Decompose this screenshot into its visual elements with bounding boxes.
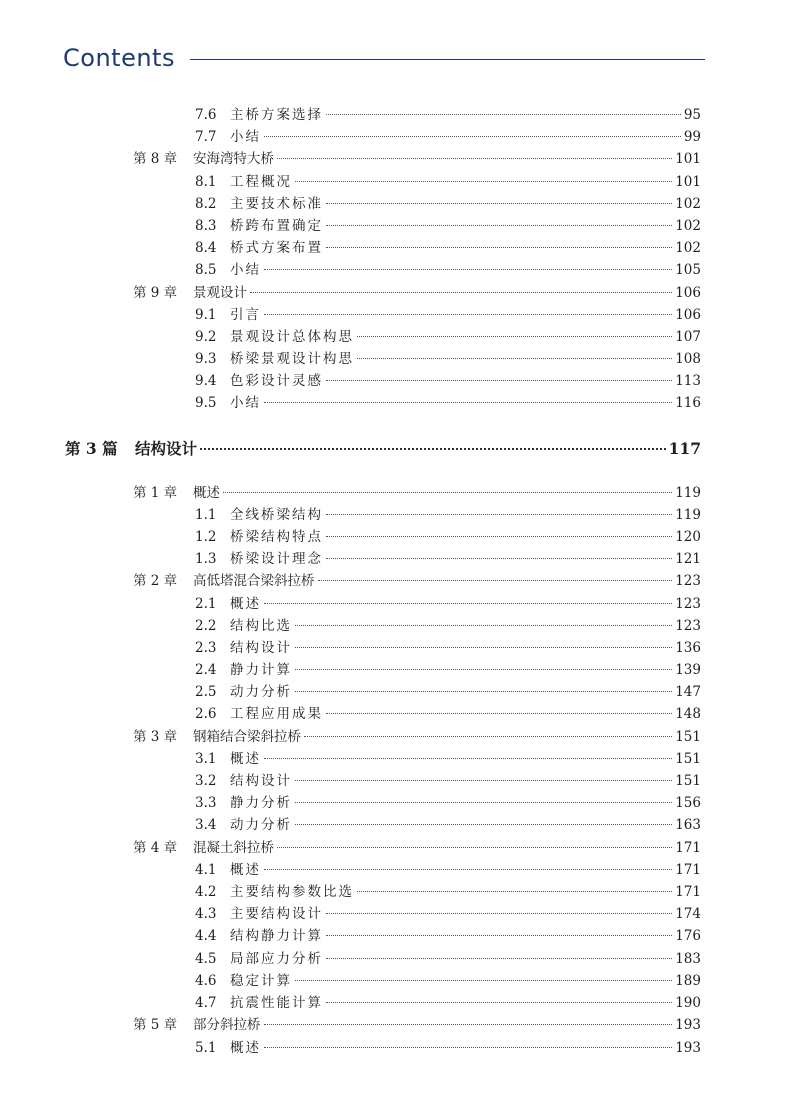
toc-entry-page: 148	[675, 706, 701, 722]
toc-entry-page: 107	[675, 329, 701, 345]
toc-entry-title: 工程应用成果	[230, 706, 323, 722]
toc-section-entry[interactable]	[195, 239, 701, 257]
toc-entry-title: 结构设计	[135, 439, 198, 458]
toc-entry-page: 193	[675, 1040, 701, 1056]
toc-entry-title: 概述	[230, 1040, 261, 1056]
toc-entry-page: 119	[675, 507, 701, 523]
dot-leader	[277, 158, 672, 159]
toc-entry-title: 引言	[230, 307, 261, 323]
toc-section-entry[interactable]	[195, 173, 701, 191]
dot-leader	[304, 736, 672, 737]
dot-leader	[264, 314, 672, 315]
toc-entry-page: 176	[675, 928, 701, 944]
toc-section-entry[interactable]	[195, 195, 701, 213]
toc-entry-title: 桥梁结构特点	[230, 529, 323, 545]
toc-entry-number: 2.6	[195, 706, 217, 722]
dot-leader	[326, 1002, 672, 1003]
toc-entry-title: 局部应力分析	[230, 951, 323, 967]
toc-entry-title: 结构设计	[230, 640, 292, 656]
toc-entry-page: 151	[675, 729, 701, 745]
dot-leader	[264, 603, 672, 604]
toc-section-entry[interactable]	[195, 1039, 701, 1057]
dot-leader	[200, 448, 666, 450]
toc-chapter-entry[interactable]	[133, 484, 701, 502]
toc-entry-number: 8.4	[195, 240, 217, 256]
toc-entry-page: 156	[675, 795, 701, 811]
dot-leader	[264, 869, 672, 870]
toc-section-entry[interactable]	[195, 950, 701, 968]
toc-entry-title: 静力计算	[230, 662, 292, 678]
toc-entry-page: 136	[675, 640, 701, 656]
toc-entry-page: 119	[675, 485, 701, 501]
toc-section-entry[interactable]	[195, 705, 701, 723]
toc-entry-title: 主要技术标准	[230, 196, 323, 212]
toc-entry-number: 第 5 章	[133, 1017, 178, 1033]
toc-entry-page: 106	[675, 285, 701, 301]
toc-chapter-entry[interactable]	[133, 150, 701, 168]
toc-entry-page: 123	[675, 618, 701, 634]
toc-entry-page: 95	[683, 107, 701, 123]
dot-leader	[326, 935, 672, 936]
toc-entry-page: 121	[675, 551, 701, 567]
toc-entry-page: 123	[675, 596, 701, 612]
toc-entry-page: 193	[675, 1017, 701, 1033]
dot-leader	[295, 647, 672, 648]
toc-entry-title: 动力分析	[230, 817, 292, 833]
dot-leader	[295, 824, 672, 825]
toc-entry-number: 8.5	[195, 262, 217, 278]
toc-entry-number: 9.1	[195, 307, 217, 323]
toc-chapter-entry[interactable]	[133, 284, 701, 302]
toc-entry-title: 高低塔混合梁斜拉桥	[193, 573, 315, 589]
dot-leader	[326, 514, 672, 515]
toc-entry-number: 9.3	[195, 351, 217, 367]
toc-entry-number: 4.4	[195, 928, 217, 944]
toc-chapter-entry[interactable]	[133, 1016, 701, 1034]
dot-leader	[326, 913, 672, 914]
toc-section-entry[interactable]	[195, 972, 701, 990]
dot-leader	[357, 891, 672, 892]
toc-entry-title: 动力分析	[230, 684, 292, 700]
toc-entry-page: 102	[675, 240, 701, 256]
toc-entry-number: 第 2 章	[133, 573, 178, 589]
toc-entry-page: 117	[668, 439, 701, 458]
dot-leader	[295, 980, 672, 981]
toc-entry-number: 2.2	[195, 618, 217, 634]
toc-section-entry[interactable]	[195, 683, 701, 701]
dot-leader	[326, 958, 672, 959]
toc-entry-title: 桥跨布置确定	[230, 218, 323, 234]
toc-entry-title: 概述	[230, 596, 261, 612]
dot-leader	[250, 292, 672, 293]
toc-entry-number: 第 4 章	[133, 840, 178, 856]
dot-leader	[326, 536, 672, 537]
toc-entry-page: 147	[675, 684, 701, 700]
dot-leader	[264, 758, 672, 759]
toc-entry-title: 全线桥梁结构	[230, 507, 323, 523]
toc-section-entry[interactable]	[195, 550, 701, 568]
toc-entry-title: 主桥方案选择	[230, 107, 323, 123]
dot-leader	[264, 1047, 672, 1048]
dot-leader	[326, 247, 672, 248]
toc-entry-page: 102	[675, 196, 701, 212]
dot-leader	[264, 136, 681, 137]
toc-entry-number: 5.1	[195, 1040, 217, 1056]
toc-entry-page: 113	[675, 373, 701, 389]
toc-entry-title: 钢箱结合梁斜拉桥	[193, 729, 301, 745]
dot-leader	[326, 203, 672, 204]
toc-section-entry[interactable]	[195, 816, 701, 834]
toc-section-entry[interactable]	[195, 883, 701, 901]
toc-chapter-entry[interactable]	[133, 728, 701, 746]
toc-section-entry[interactable]	[195, 927, 701, 945]
toc-entry-number: 8.2	[195, 196, 217, 212]
toc-entry-title: 桥式方案布置	[230, 240, 323, 256]
toc-entry-page: 151	[675, 751, 701, 767]
toc-entry-page: 139	[675, 662, 701, 678]
toc-entry-title: 小结	[230, 262, 261, 278]
dot-leader	[223, 492, 672, 493]
toc-entry-number: 第 3 章	[133, 729, 178, 745]
toc-entry-number: 第 9 章	[133, 285, 178, 301]
toc-section-entry[interactable]	[195, 617, 701, 635]
toc-section-entry[interactable]	[195, 106, 701, 124]
toc-entry-page: 171	[675, 862, 701, 878]
toc-entry-page: 190	[675, 995, 701, 1011]
dot-leader	[318, 580, 673, 581]
toc-entry-title: 桥梁设计理念	[230, 551, 323, 567]
toc-entry-page: 102	[675, 218, 701, 234]
dot-leader	[295, 181, 672, 182]
toc-entry-number: 4.7	[195, 995, 217, 1011]
toc-entry-title: 结构设计	[230, 773, 292, 789]
toc-entry-page: 174	[675, 906, 701, 922]
toc-entry-number: 9.5	[195, 395, 217, 411]
toc-entry-number: 4.3	[195, 906, 217, 922]
toc-section-entry[interactable]	[195, 306, 701, 324]
toc-entry-number: 4.1	[195, 862, 217, 878]
toc-entry-page: 101	[675, 174, 701, 190]
toc-entry-number: 第 8 章	[133, 151, 178, 167]
toc-entry-page: 120	[675, 529, 701, 545]
toc-entry-number: 第 3 篇	[65, 439, 118, 458]
toc-entry-title: 结构静力计算	[230, 928, 323, 944]
toc-entry-page: 106	[675, 307, 701, 323]
toc-section-entry[interactable]	[195, 639, 701, 657]
toc-entry-number: 8.1	[195, 174, 217, 190]
toc-entry-number: 4.2	[195, 884, 217, 900]
toc-entry-number: 3.2	[195, 773, 217, 789]
dot-leader	[264, 269, 672, 270]
toc-section-entry[interactable]	[195, 750, 701, 768]
dot-leader	[264, 1024, 673, 1025]
toc-entry-title: 主要结构设计	[230, 906, 323, 922]
dot-leader	[295, 780, 672, 781]
dot-leader	[326, 380, 672, 381]
dot-leader	[277, 847, 672, 848]
dot-leader	[295, 669, 672, 670]
toc-entry-title: 部分斜拉桥	[193, 1017, 261, 1033]
toc-entry-number: 1.2	[195, 529, 217, 545]
toc-entry-title: 工程概况	[230, 174, 292, 190]
toc-entry-title: 主要结构参数比选	[230, 884, 354, 900]
toc-entry-number: 3.3	[195, 795, 217, 811]
toc-entry-title: 结构比选	[230, 618, 292, 634]
toc-entry-title: 静力分析	[230, 795, 292, 811]
toc-entry-number: 3.1	[195, 751, 217, 767]
toc-entry-title: 安海湾特大桥	[193, 151, 274, 167]
toc-chapter-entry[interactable]	[133, 572, 701, 590]
toc-section-entry[interactable]	[195, 905, 701, 923]
toc-entry-page: 99	[683, 129, 701, 145]
toc-entry-title: 景观设计	[193, 285, 247, 301]
page-title: Contents	[63, 44, 175, 72]
dot-leader	[295, 802, 672, 803]
toc-entry-page: 171	[675, 884, 701, 900]
toc-entry-page: 101	[675, 151, 701, 167]
toc-entry-title: 景观设计总体构思	[230, 329, 354, 345]
toc-entry-title: 桥梁景观设计构思	[230, 351, 354, 367]
toc-entry-page: 183	[675, 951, 701, 967]
toc-chapter-entry[interactable]	[133, 839, 701, 857]
toc-entry-number: 7.7	[195, 129, 217, 145]
toc-section-entry[interactable]	[195, 994, 701, 1012]
dot-leader	[295, 691, 672, 692]
toc-entry-page: 171	[675, 840, 701, 856]
toc-section-entry[interactable]	[195, 261, 701, 279]
toc-entry-page: 108	[675, 351, 701, 367]
toc-section-entry[interactable]	[195, 794, 701, 812]
toc-entry-title: 概述	[230, 751, 261, 767]
toc-entry-page: 116	[675, 395, 701, 411]
toc-entry-title: 小结	[230, 129, 261, 145]
toc-section-entry[interactable]	[195, 595, 701, 613]
toc-entry-title: 稳定计算	[230, 973, 292, 989]
toc-entry-title: 概述	[230, 862, 261, 878]
toc-entry-number: 2.4	[195, 662, 217, 678]
toc-entry-number: 2.1	[195, 596, 217, 612]
toc-section-entry[interactable]	[195, 528, 701, 546]
toc-entry-number: 2.3	[195, 640, 217, 656]
dot-leader	[326, 114, 681, 115]
header-rule	[190, 59, 705, 60]
dot-leader	[264, 402, 672, 403]
toc-entry-title: 小结	[230, 395, 261, 411]
dot-leader	[326, 558, 672, 559]
toc-entry-page: 189	[675, 973, 701, 989]
toc-part-entry[interactable]	[65, 439, 701, 459]
dot-leader	[295, 625, 672, 626]
dot-leader	[326, 713, 672, 714]
toc-section-entry[interactable]	[195, 394, 701, 412]
toc-entry-number: 9.2	[195, 329, 217, 345]
toc-entry-page: 163	[675, 817, 701, 833]
toc-entry-number: 4.6	[195, 973, 217, 989]
toc-entry-title: 色彩设计灵感	[230, 373, 323, 389]
toc-section-entry[interactable]	[195, 661, 701, 679]
toc-entry-number: 1.3	[195, 551, 217, 567]
toc-entry-page: 123	[675, 573, 701, 589]
toc-section-entry[interactable]	[195, 861, 701, 879]
toc-entry-number: 4.5	[195, 951, 217, 967]
dot-leader	[357, 358, 672, 359]
toc-entry-number: 第 1 章	[133, 485, 178, 501]
toc-entry-title: 抗震性能计算	[230, 995, 323, 1011]
toc-entry-title: 概述	[193, 485, 220, 501]
toc-section-entry[interactable]	[195, 328, 701, 346]
toc-section-entry[interactable]	[195, 506, 701, 524]
toc-entry-number: 8.3	[195, 218, 217, 234]
toc-entry-page: 105	[675, 262, 701, 278]
toc-entry-number: 3.4	[195, 817, 217, 833]
dot-leader	[357, 336, 672, 337]
toc-entry-number: 7.6	[195, 107, 217, 123]
dot-leader	[326, 225, 672, 226]
toc-entry-page: 151	[675, 773, 701, 789]
contents-header	[63, 44, 705, 78]
toc-section-entry[interactable]	[195, 128, 701, 146]
toc-section-entry[interactable]	[195, 217, 701, 235]
toc-entry-title: 混凝土斜拉桥	[193, 840, 274, 856]
toc-section-entry[interactable]	[195, 772, 701, 790]
toc-entry-number: 2.5	[195, 684, 217, 700]
toc-section-entry[interactable]	[195, 350, 701, 368]
toc-entry-number: 1.1	[195, 507, 217, 523]
toc-entry-number: 9.4	[195, 373, 217, 389]
toc-section-entry[interactable]	[195, 372, 701, 390]
